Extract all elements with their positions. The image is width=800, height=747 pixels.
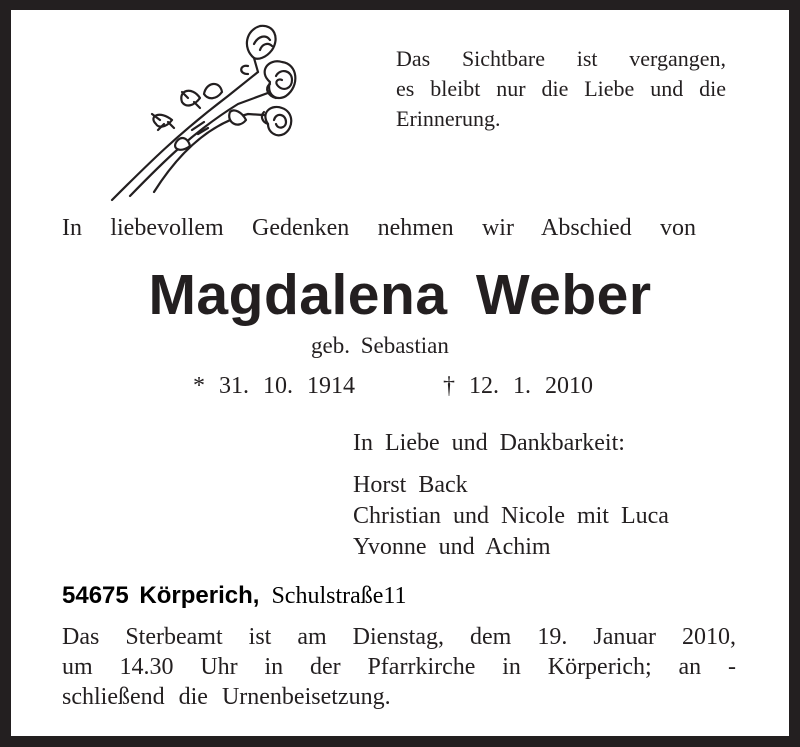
service-line: schließend die Urnenbeisetzung. [62, 684, 391, 710]
roses-icon [108, 24, 308, 204]
intro-line: In liebevollem Gedenken nehmen wir Abschied von [62, 215, 696, 241]
service-line: um 14.30 Uhr in der Pfarrkirche in Körperich; an - [62, 654, 736, 680]
birth-date: * 31. 10. 1914 [193, 373, 355, 399]
address-line [62, 582, 407, 610]
mourners-list [353, 470, 669, 563]
deceased-name: Magdalena Weber [148, 263, 652, 327]
address-street: Schulstraße11 [271, 583, 407, 609]
death-date: † 12. 1. 2010 [443, 373, 593, 399]
quote-line: Das Sichtbare ist vergangen, [396, 46, 726, 71]
mourner-name: Christian und Nicole mit Luca [353, 503, 669, 529]
service-info [62, 622, 736, 712]
quote-line: Erinnerung. [396, 106, 501, 131]
service-line: Das Sterbeamt ist am Dienstag, dem 19. Januar 2010, [62, 624, 736, 650]
mourners-heading: In Liebe und Dankbarkeit: [353, 430, 625, 456]
quote-line: es bleibt nur die Liebe und die [396, 76, 726, 101]
address-city: 54675 Körperich, [62, 582, 260, 609]
birth-name: geb. Sebastian [311, 333, 449, 358]
mourner-name: Horst Back [353, 472, 468, 498]
mourner-name: Yvonne und Achim [353, 534, 551, 560]
quote-block [396, 44, 726, 134]
